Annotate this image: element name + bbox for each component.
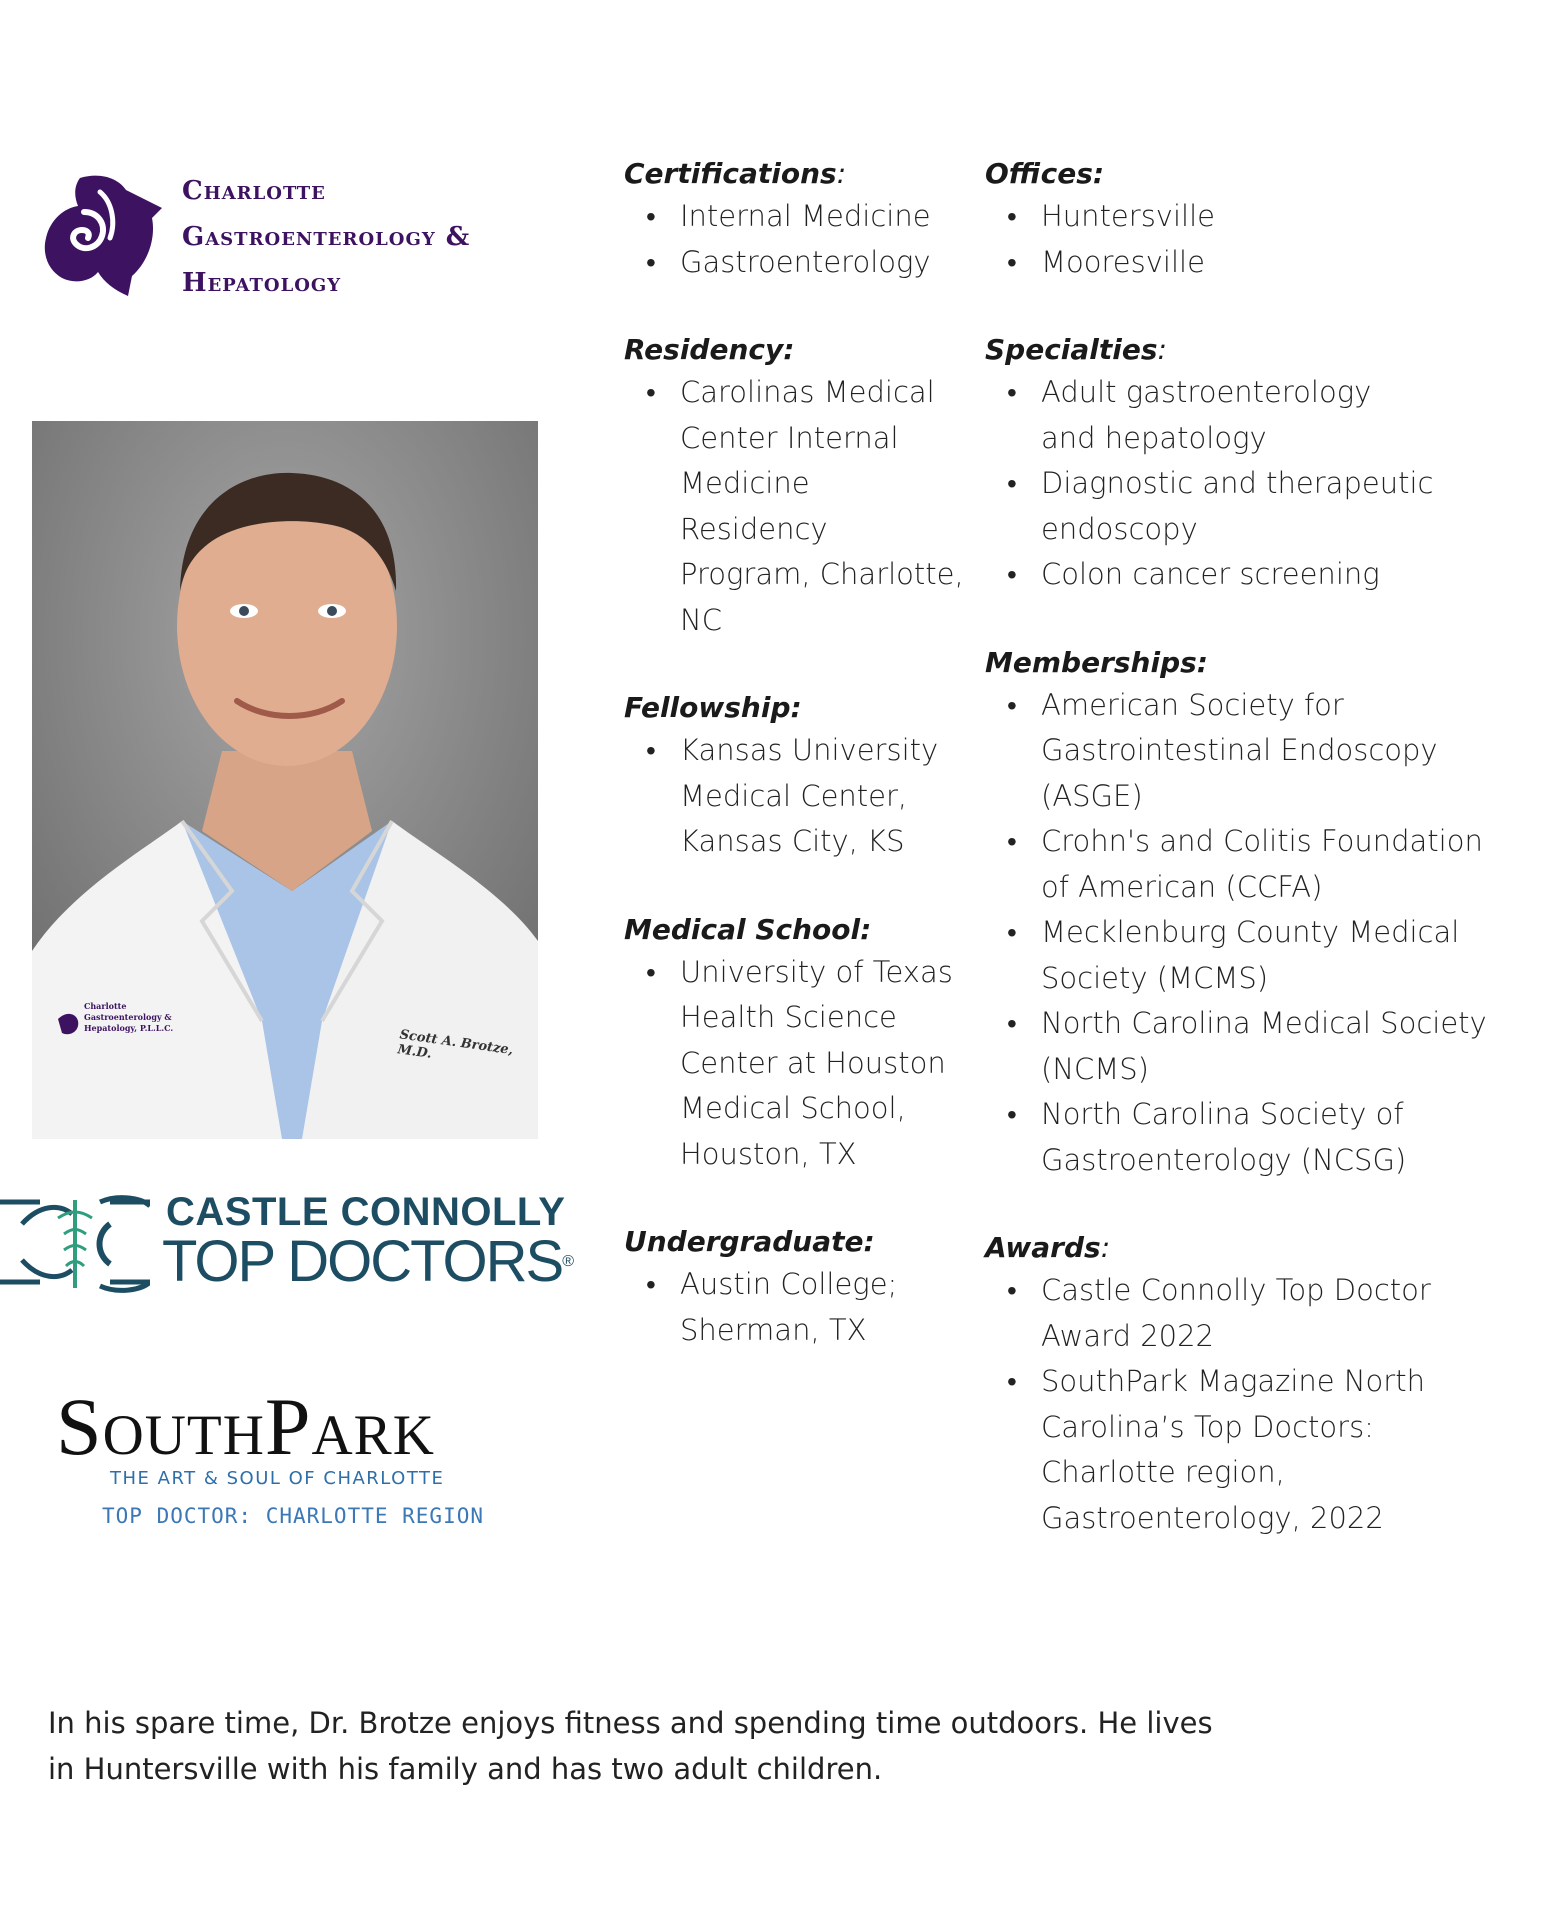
list-item: • Huntersville xyxy=(985,194,1525,240)
residency-section xyxy=(624,330,1044,643)
practice-logo-icon xyxy=(40,172,174,300)
awards-heading xyxy=(985,1228,1525,1268)
undergraduate-section xyxy=(624,1222,1044,1353)
coat-logo-line3: Hepatology, P.L.L.C. xyxy=(84,1023,174,1033)
practice-name xyxy=(182,168,470,306)
memberships-list xyxy=(985,683,1515,1184)
practice-name-line3: Hepatology xyxy=(182,268,342,298)
certifications-heading-colon: : xyxy=(836,157,847,190)
certifications-heading xyxy=(624,154,1044,194)
list-item: • Castle Connolly Top Doctor Award 2022 xyxy=(985,1268,1515,1359)
top-doctors-text: TOP DOCTORS xyxy=(162,1229,563,1294)
specialties-heading xyxy=(985,330,1525,370)
top-doctors-title xyxy=(162,1230,574,1294)
coat-logo xyxy=(84,1001,173,1034)
medical-school-list xyxy=(624,950,984,1178)
awards-heading-colon: : xyxy=(1100,1231,1111,1264)
practice-name-line2: Gastroenterology & xyxy=(182,222,471,252)
coat-logo-line1: Charlotte xyxy=(84,1001,127,1011)
list-item: • Austin College; Sherman, TX xyxy=(624,1262,914,1353)
bio-paragraph: In his spare time, Dr. Brotze enjoys fitness and spending time outdoors. He lives in Huntersville with his family and has two adult children. xyxy=(48,1706,1213,1786)
southpark-name: SouthPark xyxy=(56,1381,435,1472)
certifications-list xyxy=(624,194,1044,285)
list-item: • Diagnostic and therapeutic endoscopy xyxy=(985,461,1435,552)
offices-section xyxy=(985,154,1525,285)
certifications-section xyxy=(624,154,1044,285)
awards-list xyxy=(985,1268,1515,1541)
undergraduate-heading: Undergraduate: xyxy=(624,1225,875,1258)
awards-heading-text: Awards xyxy=(985,1231,1101,1264)
list-item: • Adult gastroenterology and hepatology xyxy=(985,370,1435,461)
undergraduate-list xyxy=(624,1262,914,1353)
southpark-award: TOP DOCTOR: CHARLOTTE REGION xyxy=(102,1504,485,1528)
list-item: • North Carolina Society of Gastroenterology (NCSG) xyxy=(985,1092,1515,1183)
castle-connolly-logo xyxy=(0,1190,600,1294)
coat-logo-line2: Gastroenterology & xyxy=(84,1012,172,1022)
list-item: • Crohn's and Colitis Foundation of American (CCFA) xyxy=(985,819,1515,910)
specialties-heading-colon: : xyxy=(1157,333,1167,366)
list-item: • Internal Medicine xyxy=(624,194,1044,240)
list-item: • Kansas University Medical Center, Kansas City, KS xyxy=(624,728,944,865)
list-item: • Mecklenburg County Medical Society (MCMS) xyxy=(985,910,1515,1001)
fellowship-section xyxy=(624,688,1044,865)
fellowship-heading: Fellowship: xyxy=(624,691,802,724)
list-item: • Colon cancer screening xyxy=(985,552,1435,598)
fellowship-list xyxy=(624,728,944,865)
list-item: • North Carolina Medical Society (NCMS) xyxy=(985,1001,1515,1092)
list-item: • Mooresville xyxy=(985,240,1525,286)
residency-list xyxy=(624,370,964,643)
registered-mark: ® xyxy=(562,1253,574,1270)
memberships-heading: Memberships: xyxy=(985,645,1208,679)
medical-school-heading: Medical School: xyxy=(624,912,872,946)
specialties-heading-text: Specialties xyxy=(985,333,1158,366)
offices-list xyxy=(985,194,1525,285)
practice-name-line1: Charlotte xyxy=(182,176,326,206)
doctor-photo xyxy=(32,421,538,1139)
list-item: • Carolinas Medical Center Internal Medicine Residency Program, Charlotte, NC xyxy=(624,370,964,643)
practice-logo xyxy=(40,168,580,308)
list-item: • University of Texas Health Science Center at Houston Medical School, Houston, TX xyxy=(624,950,984,1178)
specialties-list xyxy=(985,370,1435,598)
awards-section xyxy=(985,1228,1525,1541)
coat-name-embroidery: Scott A. Brotze, M.D. xyxy=(396,1027,514,1062)
list-item: • American Society for Gastrointestinal Endoscopy (ASGE) xyxy=(985,683,1515,820)
caduceus-icon xyxy=(0,1194,150,1294)
residency-heading: Residency: xyxy=(624,333,795,366)
credentials-column xyxy=(624,154,1044,1353)
memberships-section xyxy=(985,643,1525,1184)
list-item: • SouthPark Magazine North Carolina’s Top Doctors: Charlotte region, Gastroenterology, 2022 xyxy=(985,1359,1515,1541)
southpark-logo xyxy=(40,1380,580,1540)
list-item: • Gastroenterology xyxy=(624,240,1044,286)
certifications-heading-text: Certifications xyxy=(624,157,837,190)
medical-school-section xyxy=(624,910,1044,1178)
specialties-section xyxy=(985,330,1525,598)
offices-heading: Offices: xyxy=(985,157,1105,190)
practice-details-column xyxy=(985,154,1525,1541)
southpark-tagline: THE ART & SOUL OF CHARLOTTE xyxy=(110,1468,445,1489)
castle-connolly-title: CASTLE CONNOLLY xyxy=(166,1190,566,1234)
